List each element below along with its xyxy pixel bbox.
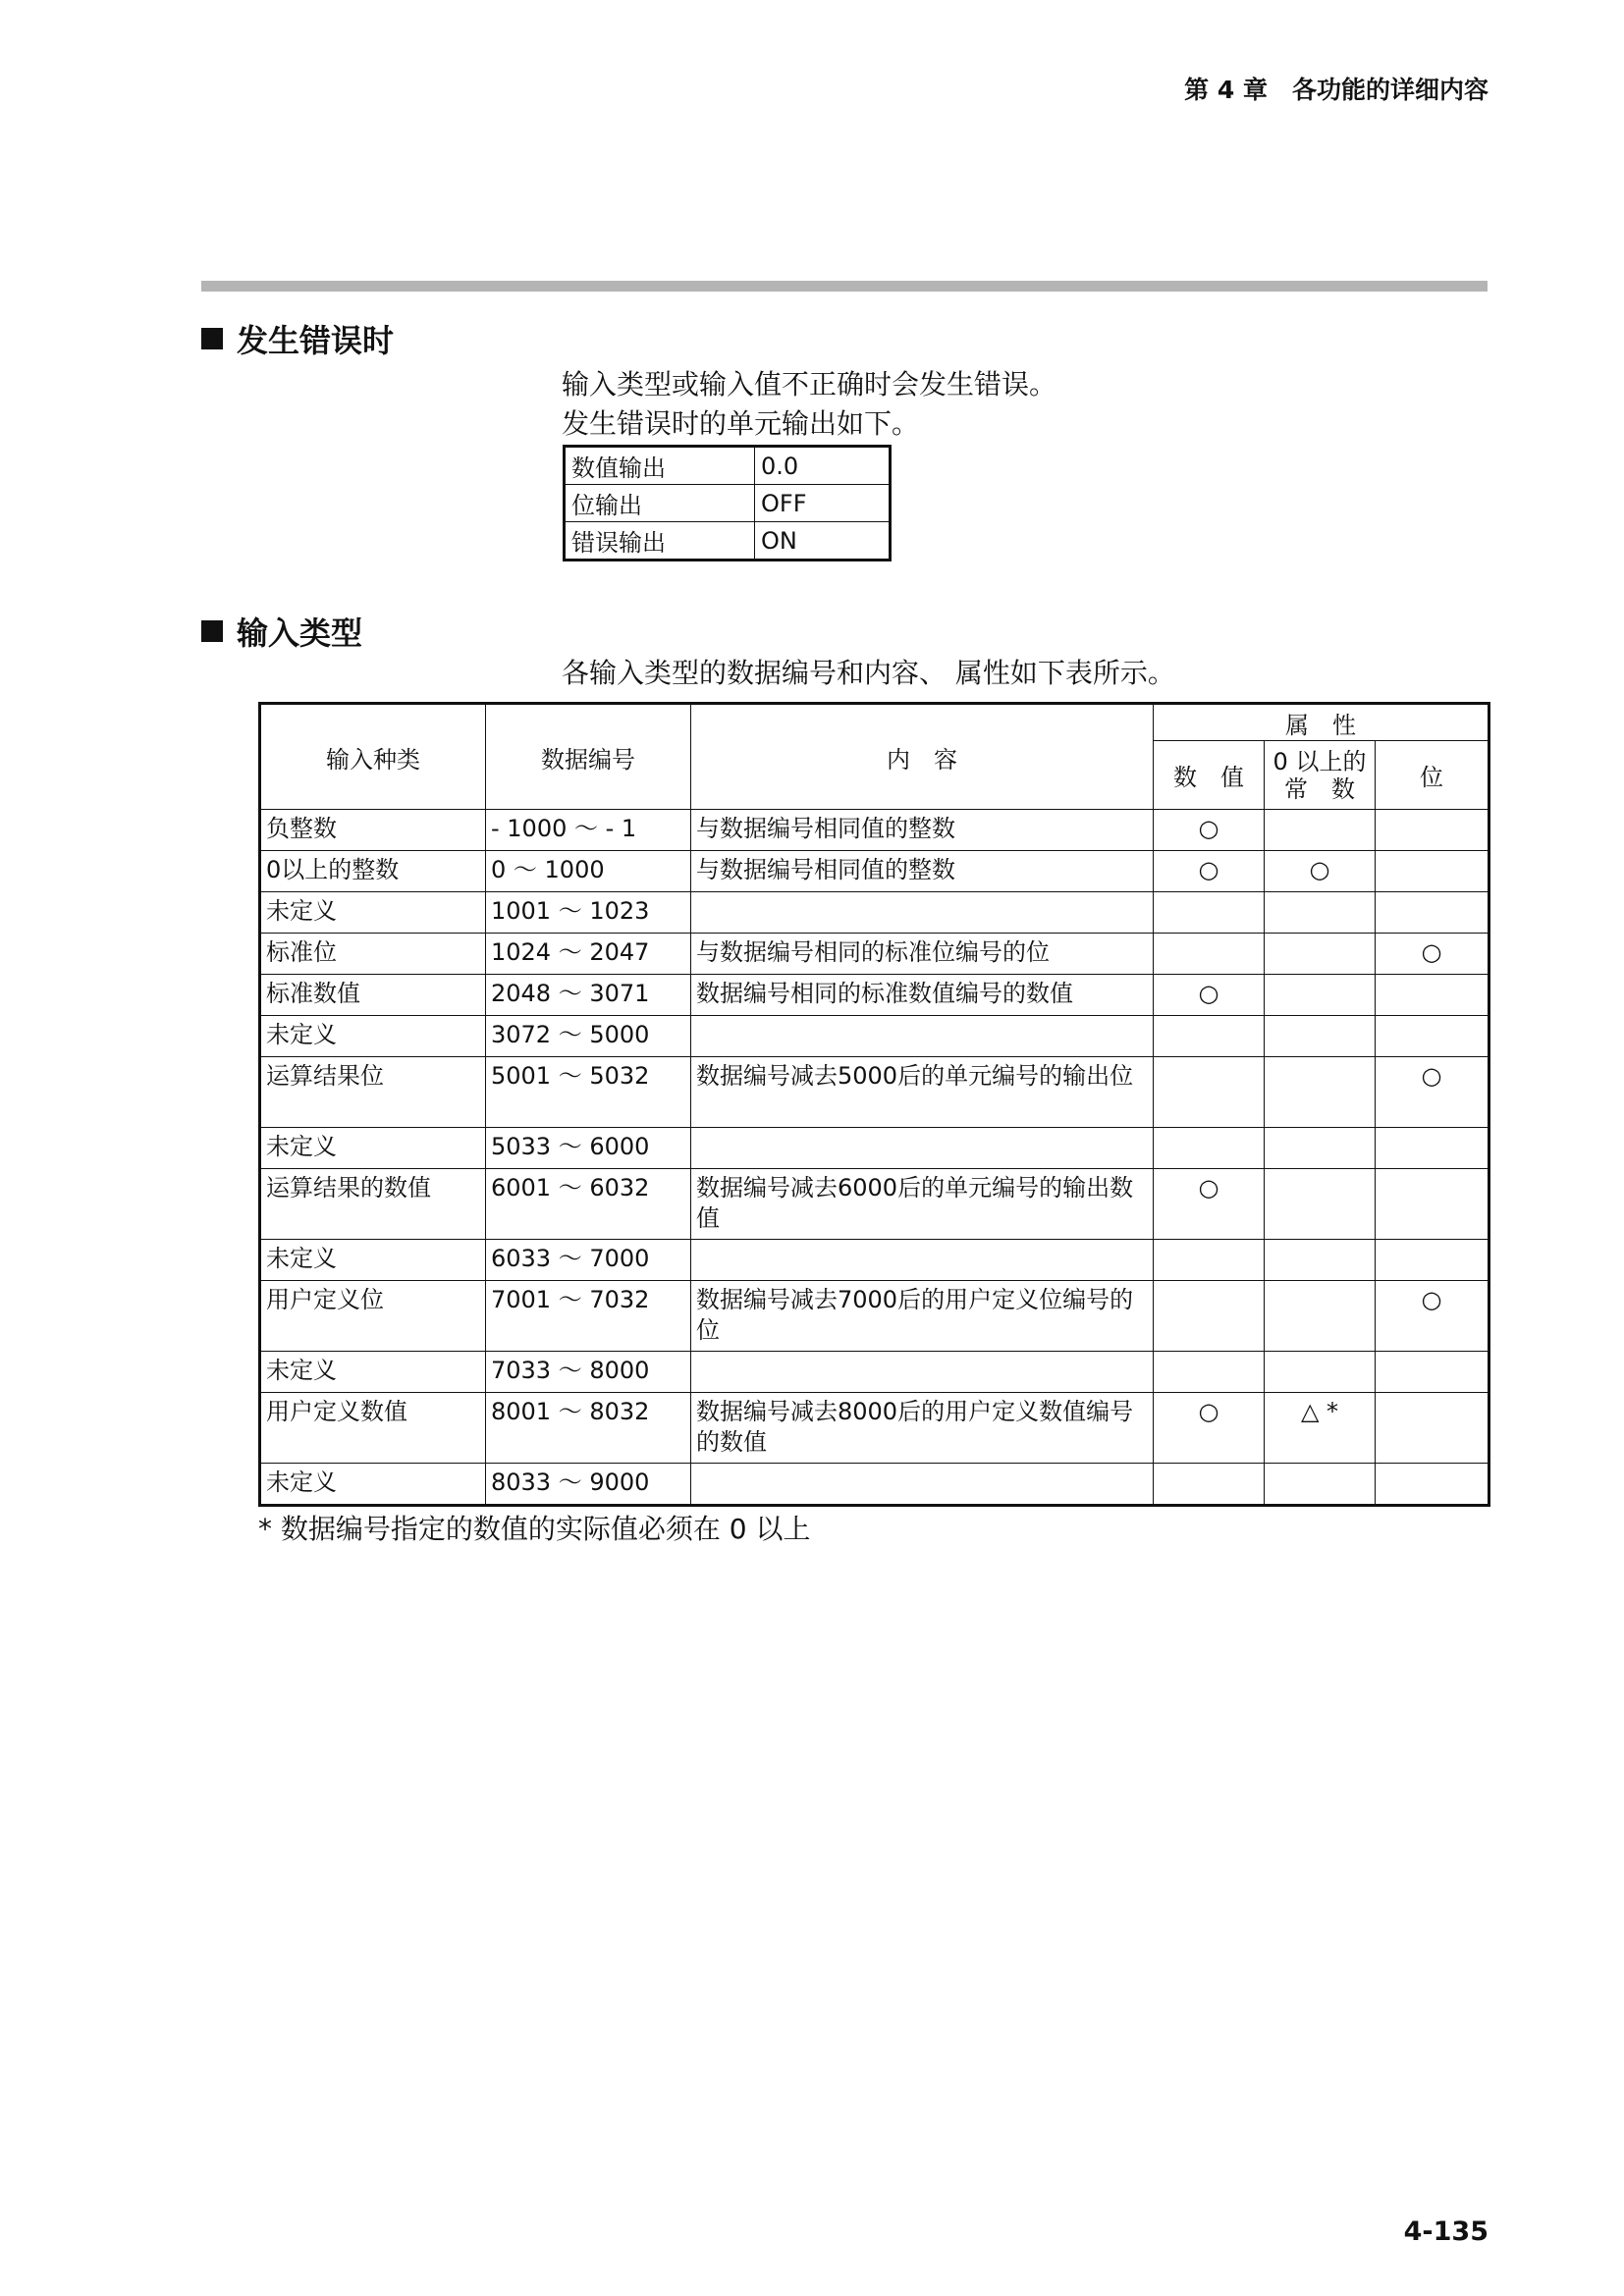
square-bullet-icon [201,620,223,642]
table-row [260,975,1489,1016]
page-number: 4-135 [1403,2216,1489,2247]
cell-data-number: 0 ～ 1000 [486,851,691,892]
cell-content: 数据编号相同的标准数值编号的数值 [691,975,1154,1016]
cell-data-number: 2048 ～ 3071 [486,975,691,1016]
cell-bit-mark [1376,892,1489,934]
cell-content: 数据编号减去8000后的用户定义数值编号的数值 [691,1393,1154,1464]
cell-bit-mark [1376,975,1489,1016]
error-output-label: 错误输出 [565,522,755,561]
cell-bit-mark [1376,1464,1489,1506]
error-output-value: OFF [755,485,891,522]
cell-input-type: 标准位 [260,934,486,975]
cell-input-type: 负整数 [260,810,486,851]
cell-data-number: 1024 ～ 2047 [486,934,691,975]
table-row [260,1240,1489,1281]
cell-numeric-mark [1154,1352,1265,1393]
cell-constant-mark [1265,1169,1376,1240]
error-output-label: 数值输出 [565,447,755,485]
col-header-content: 内 容 [691,704,1154,810]
cell-data-number: 7033 ～ 8000 [486,1352,691,1393]
cell-content: 数据编号减去6000后的单元编号的输出数值 [691,1169,1154,1240]
error-output-row [565,485,891,522]
cell-numeric-mark [1154,1057,1265,1128]
section-heading-text: 发生错误时 [237,322,395,359]
cell-bit-mark [1376,1240,1489,1281]
cell-bit-mark [1376,1128,1489,1169]
col-header-constant-line2: 常 数 [1284,774,1355,803]
cell-bit-mark: ○ [1376,1281,1489,1352]
cell-data-number: 8033 ～ 9000 [486,1464,691,1506]
col-header-type: 输入种类 [260,704,486,810]
col-header-attribute: 属 性 [1154,704,1489,741]
error-output-value: ON [755,522,891,561]
cell-bit-mark [1376,851,1489,892]
cell-content: 数据编号减去7000后的用户定义位编号的位 [691,1281,1154,1352]
section-heading-error [201,316,394,361]
cell-input-type: 未定义 [260,892,486,934]
cell-numeric-mark: ○ [1154,1169,1265,1240]
cell-data-number: 3072 ～ 5000 [486,1016,691,1057]
section-divider [201,281,1488,292]
cell-numeric-mark [1154,1016,1265,1057]
chapter-number: 第 4 章 [1184,76,1268,104]
col-header-bit: 位 [1376,741,1489,810]
error-output-row [565,522,891,561]
cell-bit-mark [1376,1352,1489,1393]
cell-input-type: 用户定义数值 [260,1393,486,1464]
input-type-intro: 各输入类型的数据编号和内容、 属性如下表所示。 [562,657,1175,689]
section-heading-text: 输入类型 [237,614,363,652]
table-row [260,851,1489,892]
cell-content: 与数据编号相同值的整数 [691,851,1154,892]
input-type-table [258,702,1490,1507]
cell-content [691,1240,1154,1281]
cell-constant-mark [1265,1281,1376,1352]
error-output-label: 位输出 [565,485,755,522]
error-description: 输入类型或输入值不正确时会发生错误。 [562,368,1057,400]
cell-numeric-mark [1154,1464,1265,1506]
cell-numeric-mark: ○ [1154,975,1265,1016]
error-output-intro: 发生错误时的单元输出如下。 [562,407,920,440]
col-header-constant [1265,741,1376,810]
cell-content: 数据编号减去5000后的单元编号的输出位 [691,1057,1154,1128]
col-header-constant-line1: 0 以上的 [1272,747,1367,775]
chapter-header [1184,71,1489,106]
cell-content [691,1352,1154,1393]
cell-numeric-mark [1154,934,1265,975]
cell-numeric-mark [1154,1240,1265,1281]
cell-constant-mark [1265,1057,1376,1128]
cell-data-number: 6033 ～ 7000 [486,1240,691,1281]
cell-numeric-mark [1154,892,1265,934]
table-row [260,892,1489,934]
cell-content: 与数据编号相同的标准位编号的位 [691,934,1154,975]
cell-data-number: 6001 ～ 6032 [486,1169,691,1240]
cell-constant-mark [1265,1352,1376,1393]
cell-input-type: 运算结果位 [260,1057,486,1128]
cell-content [691,1016,1154,1057]
chapter-title: 各功能的详细内容 [1291,76,1489,104]
cell-data-number: 5033 ～ 6000 [486,1128,691,1169]
cell-input-type: 未定义 [260,1128,486,1169]
cell-data-number: 5001 ～ 5032 [486,1057,691,1128]
cell-bit-mark: ○ [1376,1057,1489,1128]
cell-constant-mark [1265,810,1376,851]
cell-constant-mark [1265,934,1376,975]
table-row [260,934,1489,975]
error-output-table [563,445,892,561]
cell-numeric-mark: ○ [1154,1393,1265,1464]
table-row [260,810,1489,851]
cell-content [691,1128,1154,1169]
cell-numeric-mark: ○ [1154,810,1265,851]
cell-input-type: 未定义 [260,1016,486,1057]
col-header-numeric: 数 值 [1154,741,1265,810]
table-row [260,1352,1489,1393]
cell-numeric-mark [1154,1128,1265,1169]
cell-bit-mark [1376,1393,1489,1464]
cell-input-type: 未定义 [260,1464,486,1506]
cell-constant-mark: ○ [1265,851,1376,892]
cell-constant-mark [1265,975,1376,1016]
cell-constant-mark [1265,1240,1376,1281]
cell-bit-mark [1376,810,1489,851]
cell-input-type: 标准数值 [260,975,486,1016]
table-row [260,1281,1489,1352]
table-row [260,1169,1489,1240]
cell-input-type: 运算结果的数值 [260,1169,486,1240]
table-row [260,1057,1489,1128]
error-output-row [565,447,891,485]
footnote: * 数据编号指定的数值的实际值必须在 0 以上 [258,1513,811,1545]
cell-numeric-mark: ○ [1154,851,1265,892]
cell-input-type: 0以上的整数 [260,851,486,892]
cell-content [691,1464,1154,1506]
cell-input-type: 用户定义位 [260,1281,486,1352]
cell-constant-mark [1265,1016,1376,1057]
cell-bit-mark [1376,1016,1489,1057]
square-bullet-icon [201,328,223,349]
cell-numeric-mark [1154,1281,1265,1352]
error-output-value: 0.0 [755,447,891,485]
cell-content [691,892,1154,934]
cell-constant-mark [1265,892,1376,934]
cell-constant-mark [1265,1128,1376,1169]
table-row [260,1016,1489,1057]
table-row [260,1128,1489,1169]
cell-input-type: 未定义 [260,1240,486,1281]
cell-data-number: 8001 ～ 8032 [486,1393,691,1464]
cell-constant-mark: △ * [1265,1393,1376,1464]
section-heading-input-type [201,609,362,654]
cell-data-number: 7001 ～ 7032 [486,1281,691,1352]
cell-content: 与数据编号相同值的整数 [691,810,1154,851]
cell-constant-mark [1265,1464,1376,1506]
col-header-number: 数据编号 [486,704,691,810]
cell-data-number: 1001 ～ 1023 [486,892,691,934]
cell-data-number: - 1000 ～ - 1 [486,810,691,851]
cell-input-type: 未定义 [260,1352,486,1393]
table-row [260,1464,1489,1506]
cell-bit-mark [1376,1169,1489,1240]
cell-bit-mark: ○ [1376,934,1489,975]
table-row [260,1393,1489,1464]
